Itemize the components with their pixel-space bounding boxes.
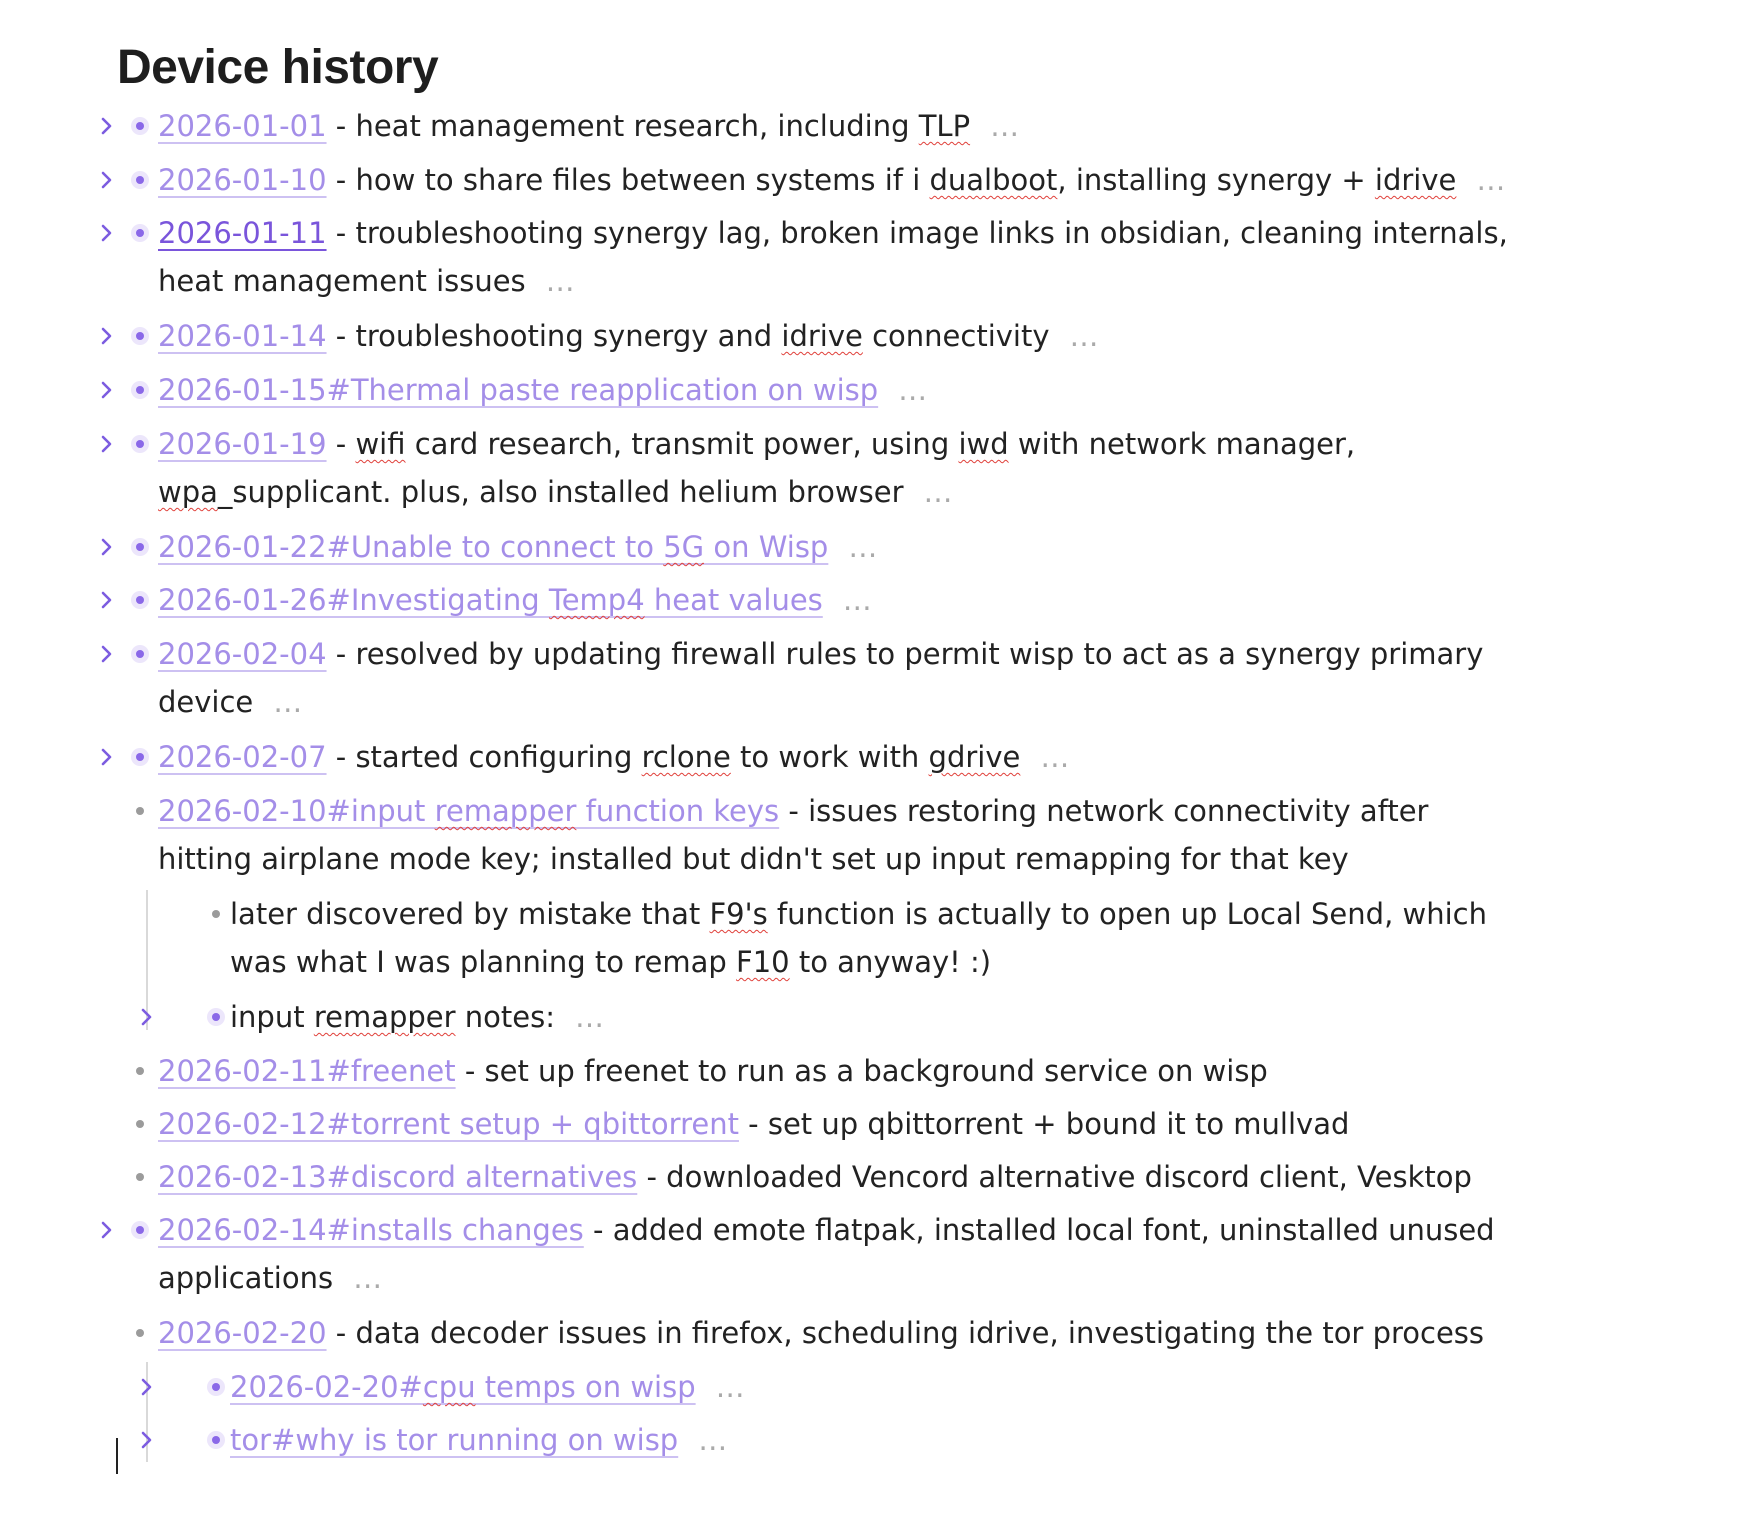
bullet-dot-icon[interactable] — [131, 327, 149, 345]
date-link[interactable]: 2026-01-10 — [158, 163, 327, 197]
link-text: 2026-02-20# — [230, 1370, 423, 1404]
list-item — [158, 102, 1528, 150]
bullet-dot-icon[interactable] — [131, 1168, 149, 1186]
heading-link[interactable] — [158, 530, 828, 564]
misspelled-word[interactable]: TLP — [918, 109, 971, 143]
date-link[interactable]: 2026-02-04 — [158, 637, 327, 671]
chevron-right-icon[interactable] — [134, 993, 160, 1041]
link-text: function keys — [576, 794, 780, 828]
ellipsis-icon[interactable]: … — [898, 373, 929, 407]
bullet-dot-icon[interactable] — [131, 802, 149, 820]
misspelled-word: 5G — [663, 530, 705, 564]
bullet-dot-icon[interactable] — [207, 1378, 225, 1396]
entry-text: function is actually to open up Local Send, which was what I was planning to remap — [230, 897, 1487, 979]
entry-text: - set up qbittorrent + bound it to mullvad — [738, 1107, 1350, 1141]
date-link[interactable]: 2026-01-14 — [158, 319, 327, 353]
list-item — [230, 1363, 1520, 1411]
list-item — [158, 209, 1528, 305]
ellipsis-icon[interactable]: … — [1069, 319, 1100, 353]
chevron-right-icon[interactable] — [94, 1206, 120, 1254]
entry-text: to anyway! :) — [789, 945, 992, 979]
list-item — [158, 366, 1528, 414]
list-item — [158, 1100, 1528, 1148]
ellipsis-icon[interactable]: … — [545, 264, 576, 298]
ellipsis-icon[interactable]: … — [848, 530, 879, 564]
chevron-right-icon[interactable] — [94, 576, 120, 624]
text-cursor[interactable] — [116, 1438, 118, 1474]
list-item — [158, 787, 1528, 883]
bullet-dot-icon[interactable] — [207, 905, 225, 923]
date-link[interactable]: 2026-01-11 — [158, 216, 327, 250]
entry-text: _supplicant. plus, also installed helium browser — [217, 475, 904, 509]
entry-text: - resolved by updating firewall rules to permit wisp to act as a synergy primary device — [158, 637, 1484, 719]
bullet-dot-icon[interactable] — [131, 435, 149, 453]
misspelled-word[interactable]: iwd — [958, 427, 1009, 461]
misspelled-word[interactable]: wifi — [355, 427, 406, 461]
misspelled-word: remapper — [434, 794, 577, 828]
list-item — [158, 1309, 1528, 1357]
entry-text: connectivity — [862, 319, 1050, 353]
misspelled-word: cpu — [422, 1370, 476, 1404]
link-text: 2026-01-26#Investigating — [158, 583, 549, 617]
list-item — [230, 1416, 1520, 1464]
link-text: 2026-02-10#input — [158, 794, 435, 828]
entry-text: later discovered by mistake that — [230, 897, 710, 931]
list-item — [158, 1047, 1528, 1095]
ellipsis-icon[interactable]: … — [990, 109, 1021, 143]
link-text: on Wisp — [704, 530, 829, 564]
bullet-dot-icon[interactable] — [131, 748, 149, 766]
entry-text: notes: — [455, 1000, 555, 1034]
link-text: temps on wisp — [475, 1370, 696, 1404]
bullet-dot-icon[interactable] — [207, 1008, 225, 1026]
bullet-dot-icon[interactable] — [131, 1062, 149, 1080]
heading-link[interactable]: 2026-02-11#freenet — [158, 1054, 456, 1088]
chevron-right-icon[interactable] — [94, 102, 120, 150]
misspelled-word[interactable]: idrive — [781, 319, 863, 353]
bullet-dot-icon[interactable] — [207, 1431, 225, 1449]
bullet-dot-icon[interactable] — [131, 538, 149, 556]
list-item — [158, 312, 1528, 360]
heading-link[interactable] — [230, 1370, 696, 1404]
ellipsis-icon[interactable]: … — [575, 1000, 605, 1034]
entry-text: - issues restoring network connectivity after hitting airplane mode key; installed but didn't set up input remapping for that key — [158, 794, 1429, 876]
list-item — [158, 156, 1528, 204]
entry-text: input — [230, 1000, 314, 1034]
bullet-dot-icon[interactable] — [131, 591, 149, 609]
entry-text: - how to share files between systems if i — [326, 163, 930, 197]
list-item — [158, 576, 1528, 624]
misspelled-word: Temp4 — [548, 583, 645, 617]
misspelled-word[interactable]: rclone — [641, 740, 731, 774]
misspelled-word[interactable]: wpa — [158, 475, 218, 509]
entry-text: - added emote flatpak, installed local font, uninstalled unused applications — [158, 1213, 1495, 1295]
misspelled-word[interactable]: remapper — [313, 1000, 456, 1034]
bullet-dot-icon[interactable] — [131, 171, 149, 189]
date-link[interactable]: 2026-01-01 — [158, 109, 327, 143]
entry-text: - data decoder issues in firefox, scheduling idrive, investigating the tor process — [326, 1316, 1485, 1350]
chevron-right-icon[interactable] — [134, 1363, 160, 1411]
ellipsis-icon[interactable]: … — [1040, 740, 1071, 774]
list-item — [158, 630, 1528, 726]
misspelled-word[interactable]: gdrive — [928, 740, 1021, 774]
link-text: heat values — [644, 583, 823, 617]
list-item — [158, 733, 1528, 781]
chevron-right-icon[interactable] — [94, 420, 120, 468]
chevron-right-icon[interactable] — [94, 733, 120, 781]
misspelled-word[interactable]: dualboot — [929, 163, 1058, 197]
heading-link[interactable]: 2026-01-15#Thermal paste reapplication on wisp — [158, 373, 879, 407]
list-item — [158, 1206, 1528, 1302]
entry-text: - heat management research, including — [326, 109, 919, 143]
date-link[interactable]: 2026-02-20 — [158, 1316, 327, 1350]
ellipsis-icon[interactable]: … — [353, 1261, 384, 1295]
entry-text: - started configuring — [326, 740, 642, 774]
heading-link[interactable] — [158, 583, 823, 617]
list-item — [158, 1153, 1528, 1201]
chevron-right-icon[interactable] — [94, 630, 120, 678]
ellipsis-icon[interactable]: … — [923, 475, 954, 509]
ellipsis-icon[interactable]: … — [842, 583, 873, 617]
entry-text: - troubleshooting synergy and — [326, 319, 782, 353]
chevron-right-icon[interactable] — [94, 156, 120, 204]
bullet-dot-icon[interactable] — [131, 117, 149, 135]
heading-link[interactable]: 2026-02-12#torrent setup + qbittorrent — [158, 1107, 739, 1141]
list-item — [230, 993, 1520, 1041]
ellipsis-icon[interactable]: … — [715, 1370, 746, 1404]
heading-link[interactable] — [158, 794, 779, 828]
heading-link[interactable]: 2026-02-14#installs changes — [158, 1213, 584, 1247]
page-title[interactable]: Device history — [117, 41, 439, 94]
entry-text: - — [326, 427, 356, 461]
entry-text: - downloaded Vencord alternative discord client, Vesktop — [637, 1160, 1472, 1194]
chevron-right-icon[interactable] — [134, 1416, 160, 1464]
heading-link[interactable]: 2026-02-13#discord alternatives — [158, 1160, 638, 1194]
bullet-dot-icon[interactable] — [131, 1324, 149, 1342]
list-item — [158, 523, 1528, 571]
date-link[interactable]: 2026-02-07 — [158, 740, 327, 774]
misspelled-word[interactable]: F10 — [736, 945, 790, 979]
chevron-right-icon[interactable] — [94, 523, 120, 571]
entry-text: card research, transmit power, using — [405, 427, 959, 461]
heading-link[interactable]: tor#why is tor running on wisp — [230, 1423, 679, 1457]
ellipsis-icon[interactable]: … — [698, 1423, 729, 1457]
entry-text: , installing synergy + — [1057, 163, 1375, 197]
misspelled-word[interactable]: idrive — [1374, 163, 1457, 197]
misspelled-word[interactable]: F9's — [709, 897, 768, 931]
bullet-dot-icon[interactable] — [131, 224, 149, 242]
entry-text: with network manager, — [1008, 427, 1356, 461]
entry-text: - troubleshooting synergy lag, broken image links in obsidian, cleaning internals, heat management issues — [158, 216, 1508, 298]
entry-text: - set up freenet to run as a background service on wisp — [455, 1054, 1268, 1088]
chevron-right-icon[interactable] — [94, 366, 120, 414]
date-link[interactable]: 2026-01-19 — [158, 427, 327, 461]
ellipsis-icon[interactable]: … — [273, 685, 304, 719]
bullet-dot-icon[interactable] — [131, 645, 149, 663]
link-text: 2026-01-22#Unable to connect to — [158, 530, 664, 564]
bullet-dot-icon[interactable] — [131, 1115, 149, 1133]
entry-text: to work with — [730, 740, 929, 774]
chevron-right-icon[interactable] — [94, 312, 120, 360]
list-item — [230, 890, 1520, 986]
ellipsis-icon[interactable]: … — [1476, 163, 1507, 197]
chevron-right-icon[interactable] — [94, 209, 120, 257]
bullet-dot-icon[interactable] — [131, 381, 149, 399]
bullet-dot-icon[interactable] — [131, 1221, 149, 1239]
list-item — [158, 420, 1528, 516]
